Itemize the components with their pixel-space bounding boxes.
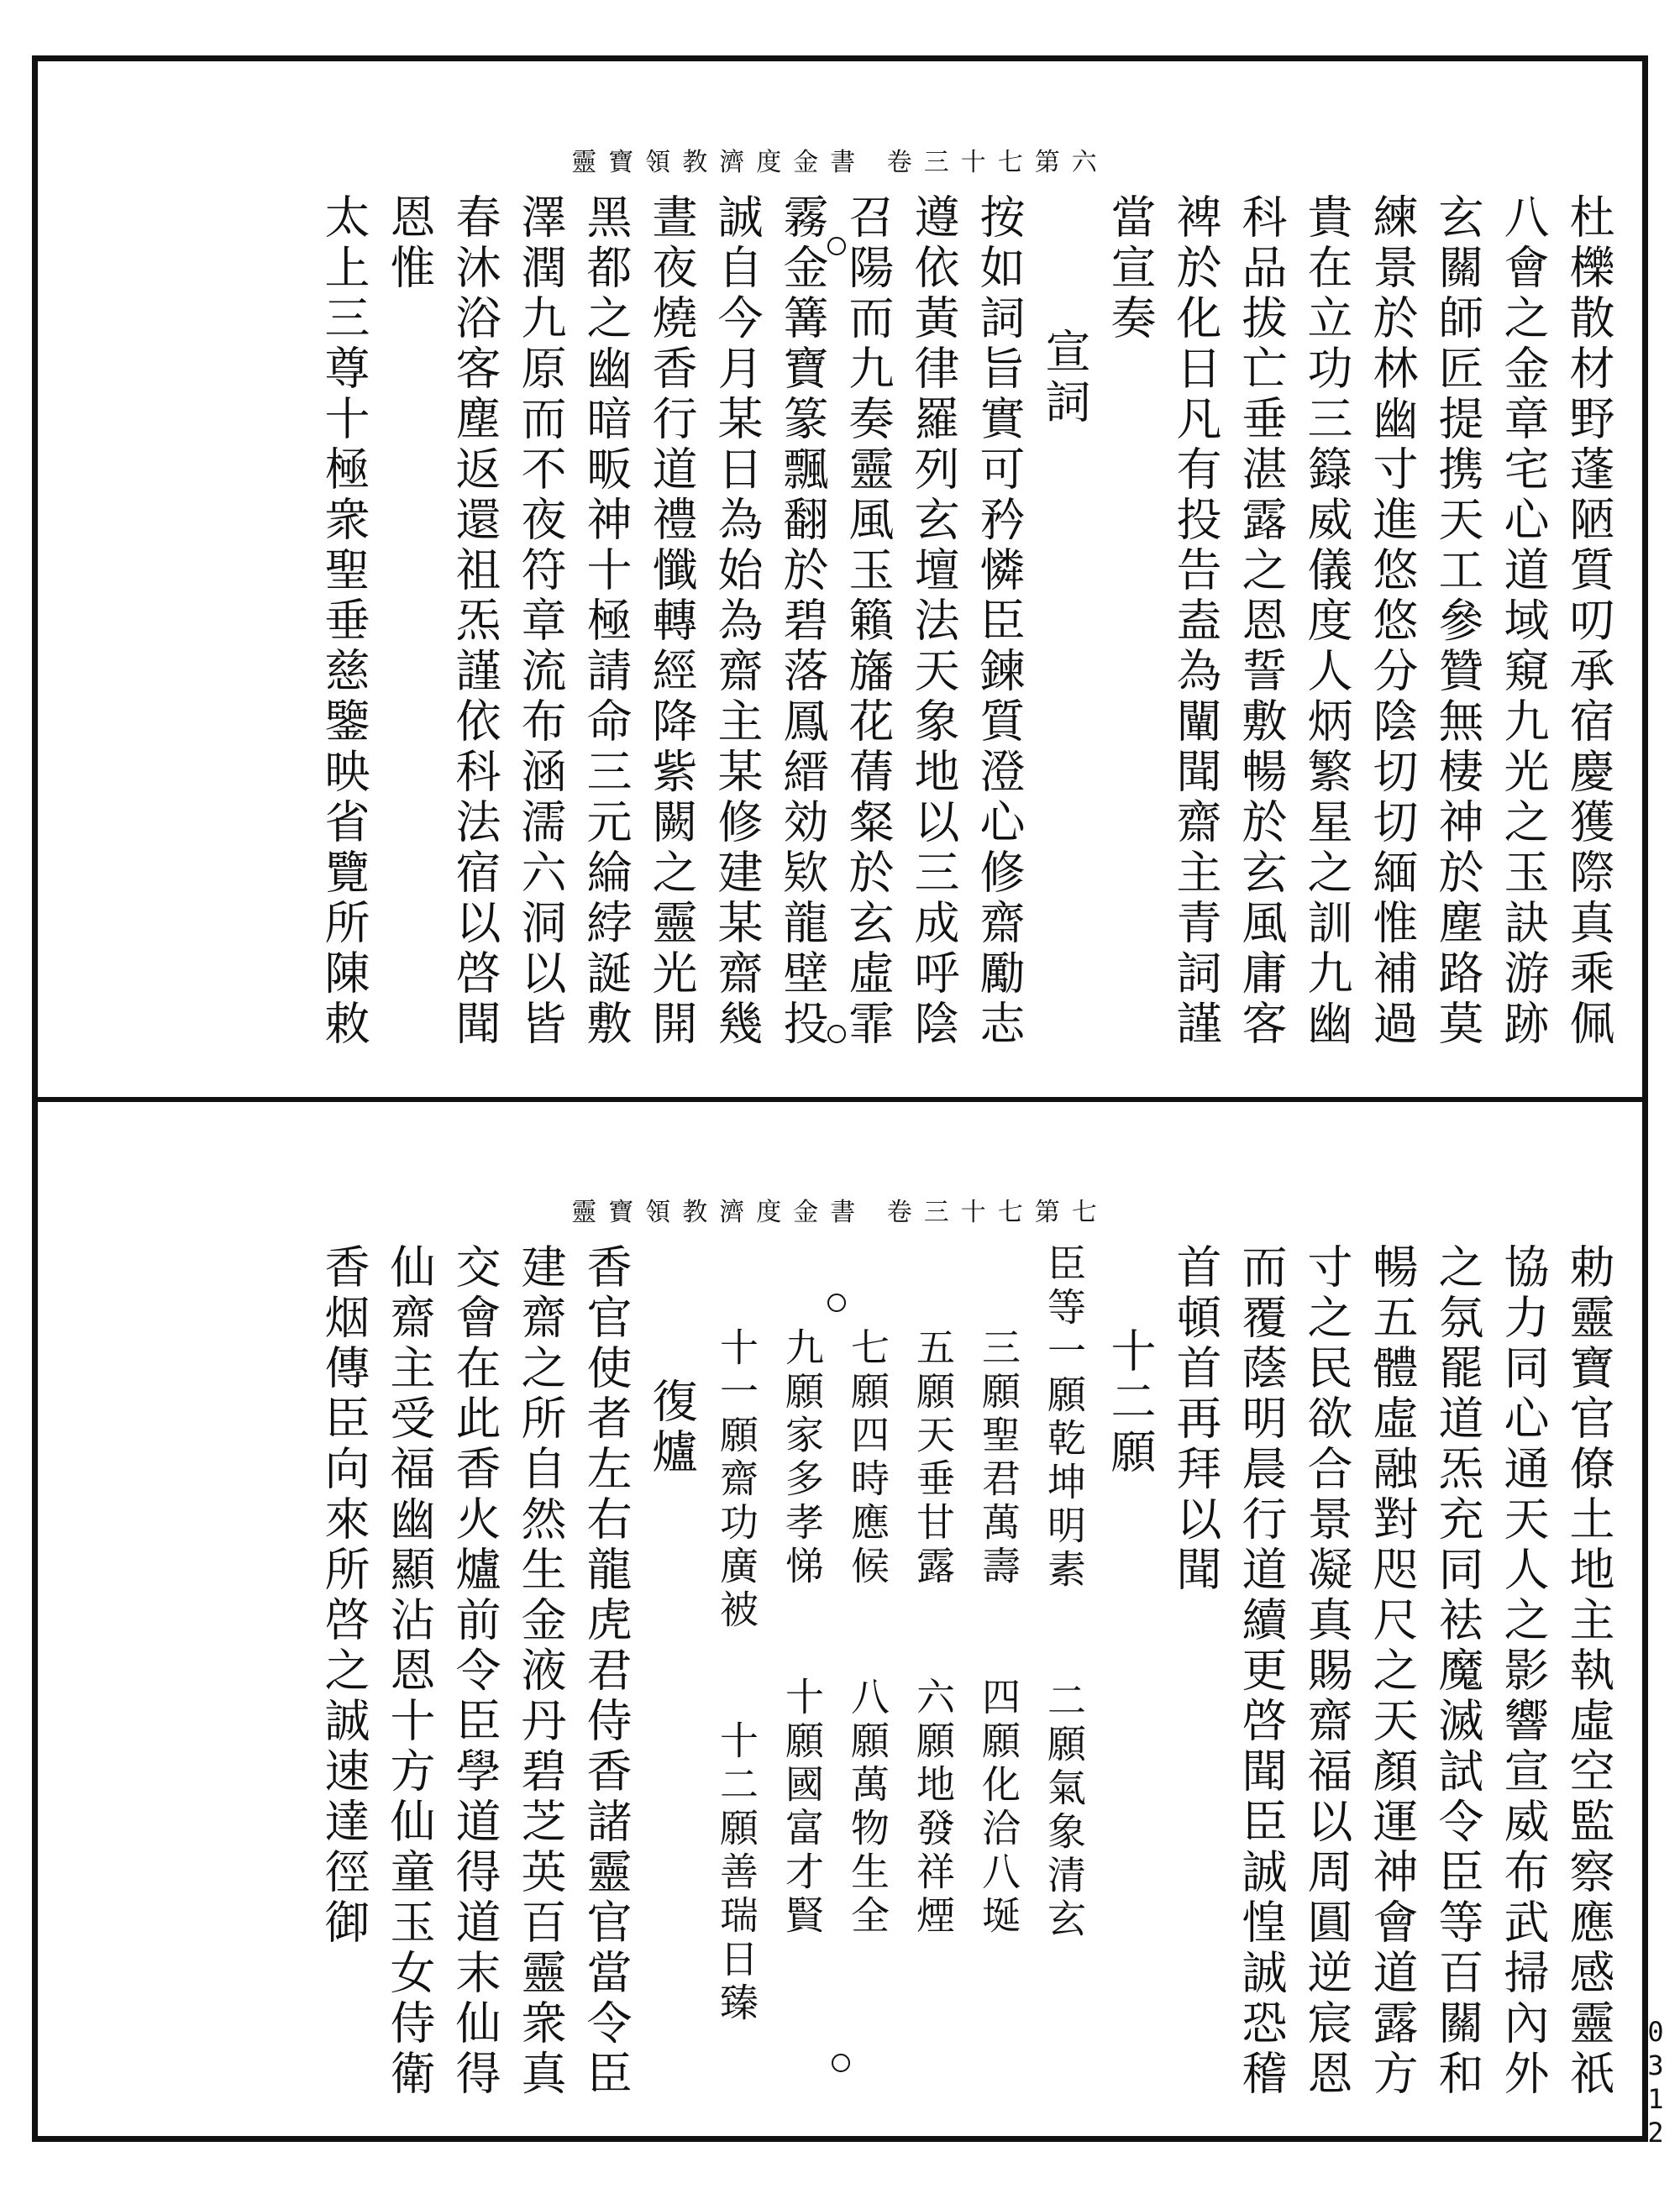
text-column: 八會之金章宅心道域窺九光之玉訣游跡 [1497, 193, 1550, 1050]
text-column: 杜櫟散材野蓬陋質叨承宿慶獲際真乘佩 [1562, 193, 1615, 1050]
text-column: 交會在此香火爐前令臣學道得道末仙得 [449, 1243, 501, 2100]
section-heading: 宣詞 [1038, 328, 1091, 428]
vow-column: 臣等一願乾坤明素 二願氣象清玄 [1042, 1243, 1087, 1942]
punctuation-circle-mark [827, 237, 846, 255]
bottom-text-columns [59, 1243, 1621, 2125]
section-heading: 復爐 [645, 1378, 698, 1478]
text-column: 裨於化日凡有投告盍為闡聞齋主青詞謹 [1169, 193, 1222, 1050]
text-column: 暢五體虛融對咫尺之天顏運神會道露方 [1366, 1243, 1419, 2100]
text-column: 當宣奏 [1104, 193, 1157, 344]
text-column: 勅靈寶官僚土地主執虛空監察應感靈祇 [1562, 1243, 1615, 2100]
text-column: 遵依黃律羅列玄壇法天象地以三成呼陰 [907, 193, 960, 1050]
text-column: 澤潤九原而不夜符章流布涵濡六洞以皆 [514, 193, 567, 1050]
top-page [59, 134, 1621, 1075]
text-column: 科品拔亡垂湛露之恩誓敷暢於玄風庸客 [1235, 193, 1288, 1050]
text-column: 而覆蔭明晨行道續更啓聞臣誠惶誠恐稽 [1235, 1243, 1288, 2100]
vow-column: 九願家多孝悌 十願國富才賢 [780, 1327, 825, 1939]
text-column: 恩惟 [383, 193, 436, 294]
text-column: 首頓首再拜以聞 [1169, 1243, 1222, 1596]
bottom-page-header: 靈寶領教濟度金書 卷三十七第七 [571, 1198, 1109, 1227]
text-column: 貴在立功三籙威儀度人炳繁星之訓九幽 [1300, 193, 1353, 1050]
text-column: 協力同心通天人之影響宣威布武掃內外 [1497, 1243, 1550, 2100]
bottom-page [59, 1184, 1621, 2125]
text-column: 寸之民欲合景凝真賜齋福以周圓逆宸恩 [1300, 1243, 1353, 2100]
punctuation-circle-mark [832, 2054, 850, 2072]
text-column: 練景於林幽寸進悠悠分陰切切緬惟補過 [1366, 193, 1419, 1050]
text-column: 建齋之所自然生金液丹碧芝英百靈衆真 [514, 1243, 567, 2100]
vow-column: 十一願齋功廣被 十二願善瑞日臻 [714, 1327, 759, 2026]
text-column: 召陽而九奏靈風玉籟旛花蒨粲於玄虛霏 [842, 193, 895, 1050]
section-heading: 十二願 [1104, 1327, 1157, 1478]
vow-column: 三願聖君萬壽 四願化洽八埏 [976, 1327, 1021, 1939]
top-text-columns [59, 193, 1621, 1075]
text-column: 仙齋主受福幽顯沾恩十方仙童玉女侍衛 [383, 1243, 436, 2100]
text-column: 香烟傳臣向來所啓之誠速達徑御 [318, 1243, 370, 1949]
page-divider [32, 1097, 1648, 1102]
punctuation-circle-mark [827, 1294, 846, 1312]
text-column: 香官使者左右龍虎君侍香諸靈官當令臣 [580, 1243, 633, 2100]
text-column: 春沐浴客塵返還祖炁謹依科法宿以啓聞 [449, 193, 501, 1050]
page-number: 0312 [1640, 2016, 1672, 2150]
text-column: 之氛罷道炁充同袪魔滅試令臣等百關和 [1431, 1243, 1484, 2100]
text-column: 玄關師匠提携天工參贊無棲神於塵路莫 [1431, 193, 1484, 1050]
text-column: 黑都之幽暗畈神十極請命三元綸綍誕敷 [580, 193, 633, 1050]
text-column: 誠自今月某日為始為齋主某修建某齋幾 [711, 193, 764, 1050]
text-column: 晝夜燒香行道禮懺轉經降紫闕之靈光開 [645, 193, 698, 1050]
text-column: 太上三尊十極衆聖垂慈鑒映省覽所陳敕 [318, 193, 370, 1050]
top-page-header: 靈寶領教濟度金書 卷三十七第六 [571, 148, 1109, 177]
vow-column: 七願四時應候 八願萬物生全 [845, 1327, 890, 1939]
text-column: 霧金篝寶篆飄翻於碧落鳳縉効欵龍壁投 [776, 193, 829, 1050]
vow-column: 五願天垂甘露 六願地發祥煙 [911, 1327, 956, 1939]
punctuation-circle-mark [827, 1025, 846, 1043]
text-column: 按如詞旨實可矜憐臣鍊質澄心修齋勵志 [973, 193, 1026, 1050]
